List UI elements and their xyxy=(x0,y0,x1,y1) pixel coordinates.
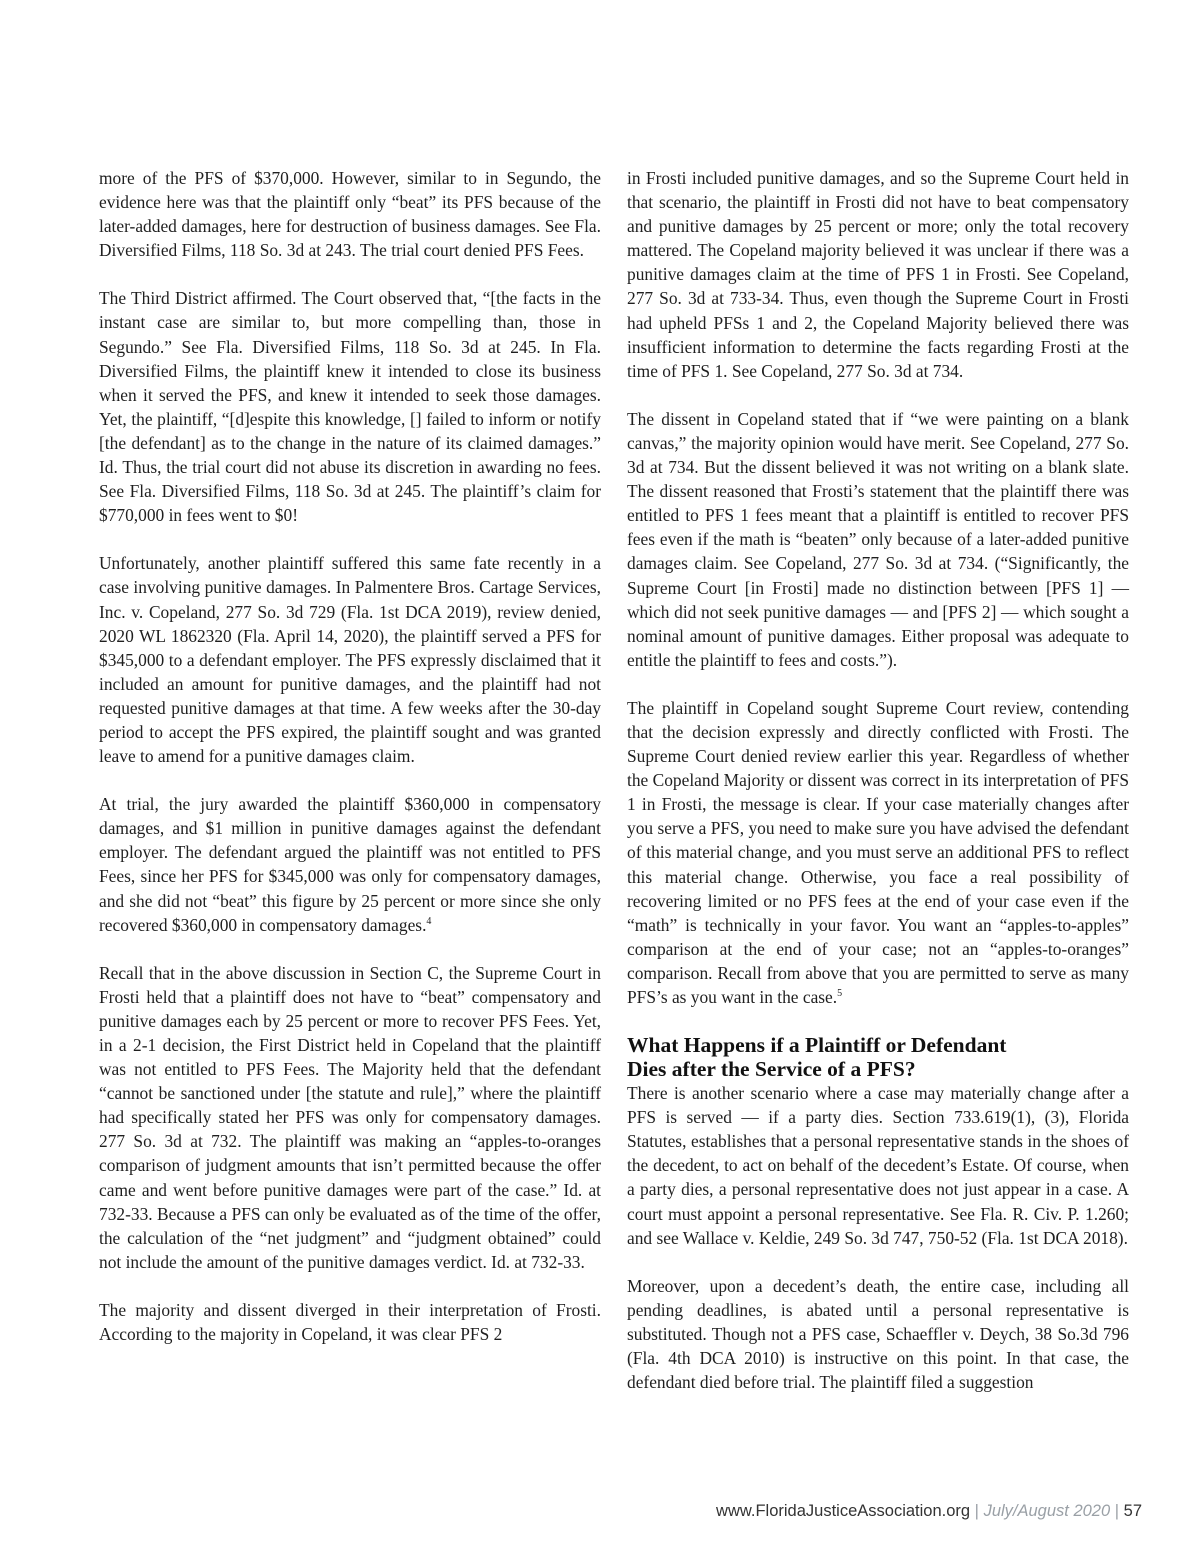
page-number: 57 xyxy=(1123,1502,1142,1520)
paragraph: The dissent in Copeland stated that if “we were painting on a blank canvas,” the majority opinion would have merit. See Copeland, 277 So. 3d at 734. But the dissent believed it was not writing on a blank slate. The dissent reasoned that Frosti’s statement that the plaintiff there was entitled to PFS 1 fees meant that a plaintiff is entitled to recover PFS fees even if the math is “beaten” only because of a later-added punitive damages claim. See Copeland, 277 So. 3d at 734. (“Significantly, the Supreme Court [in Frosti] made no distinction between [PFS 1] — which did not seek punitive damages — and [PFS 2] — which sought a nominal amount of punitive damages. Either proposal was adequate to entitle the plaintiff to fees and costs.”). xyxy=(627,408,1129,670)
paragraph: Recall that in the above discussion in Section C, the Supreme Court in Frosti held that a plaintiff does not have to “beat” compensatory and punitive damages each by 25 percent or more to recover PFS Fees. Yet, in a 2-1 decision, the First District held in Copeland that the plaintiff was not entitled to PFS Fees. The Majority held that the defendant “cannot be sanctioned under [the statute and rule],” where the plaintiff had specifically stated her PFS was only for compensatory damages. 277 So. 3d at 732. The plaintiff was making an “apples-to-oranges comparison of judgment amounts that isn’t permitted because the offer came and went before punitive damages were part of the case.” Id. at 732-33. Because a PFS can only be evaluated as of the time of the offer, the calculation of the “net judgment” and “judgment obtained” could not include the amount of the punitive damages verdict. Id. at 732-33. xyxy=(99,962,601,1272)
paragraph: The majority and dissent diverged in their interpretation of Frosti. According to the majority in Copeland, it was clear PFS 2 xyxy=(99,1299,601,1345)
paragraph-text: At trial, the jury awarded the plaintiff $360,000 in compensatory damages, and $1 million in punitive damages against the defendant employer. The defendant argued the plaintiff was not entitled to PFS Fees, since her PFS for $345,000 was only for compensatory damages, and she did not “beat” this figure by 25 percent or more since she only recovered $360,000 in compensatory damages. xyxy=(99,794,601,935)
footer-separator: | xyxy=(1114,1502,1120,1520)
left-column xyxy=(99,166,601,1346)
footer-separator: | xyxy=(974,1502,979,1520)
paragraph: in Frosti included punitive damages, and so the Supreme Court held in that scenario, the plaintiff in Frosti did not have to beat compensatory and punitive damages by 25 percent or more; only the total recovery mattered. The Copeland majority believed it was unclear if there was a punitive damages claim at the time of PFS 1 in Frosti. See Copeland, 277 So. 3d at 733-34. Thus, even though the Supreme Court in Frosti had upheld PFSs 1 and 2, the Copeland Majority believed there was insufficient information to determine the facts regarding Frosti at the time of PFS 1. See Copeland, 277 So. 3d at 734. xyxy=(627,168,1129,381)
footnote-ref-5: 5 xyxy=(837,988,843,1000)
paragraph: more of the PFS of $370,000. However, similar to in Segundo, the evidence here was that the plaintiff only “beat” its PFS because of the later-added damages, here for destruction of business damages. See Fla. Diversified Films, 118 So. 3d at 243. The trial court denied PFS Fees. xyxy=(99,168,601,261)
footnote-ref-4: 4 xyxy=(426,915,432,927)
paragraph xyxy=(627,696,1129,1009)
paragraph-text: The plaintiff in Copeland sought Supreme Court review, contending that the decision expressly and directly conflicted with Frosti. The Supreme Court denied review earlier this year. Regardless of whether the Copeland Majority or dissent was correct in its interpretation of PFS 1 in Frosti, the message is clear. If your case materially changes after you serve a PFS, you need to make sure you have advised the defendant of this material change, and you must serve an additional PFS to reflect this material change. Otherwise, you face a real possibility of recovering limited or no PFS fees at the end of your case even if the “math” is technically in your favor. You want an “apples-to-apples” comparison at the end of your case; not an “apples-to-oranges” comparison. Recall from above that you are permitted to serve as many PFS’s as you want in the case. xyxy=(627,697,1129,1007)
footer-issue-date: July/August 2020 xyxy=(983,1502,1111,1520)
section-heading xyxy=(627,1033,1129,1081)
paragraph: Moreover, upon a decedent’s death, the entire case, including all pending deadlines, is abated until a personal representative is substituted. Though not a PFS case, Schaeffler v. Deych, 38 So.3d 796 (Fla. 4th DCA 2010) is instructive on this point. In that case, the defendant died before trial. The plaintiff filed a suggestion xyxy=(627,1275,1129,1393)
section-heading-line-2: Dies after the Service of a PFS? xyxy=(627,1057,916,1082)
page-footer xyxy=(716,1502,1142,1521)
right-column xyxy=(627,166,1129,1394)
footer-website-link[interactable]: www.FloridaJusticeAssociation.org xyxy=(716,1502,971,1520)
paragraph: There is another scenario where a case may materially change after a PFS is served — if a party dies. Section 733.619(1), (3), Florida Statutes, establishes that a personal representative stands in the shoes of the decedent, to act on behalf of the decedent’s Estate. Of course, when a party dies, a personal representative does not just appear in a case. A court must appoint a personal representative. See Fla. R. Civ. P. 1.260; and see Wallace v. Keldie, 249 So. 3d 747, 750-52 (Fla. 1st DCA 2018). xyxy=(627,1083,1129,1248)
section-heading-line-1: What Happens if a Plaintiff or Defendant xyxy=(627,1033,1007,1058)
paragraph: Unfortunately, another plaintiff suffered this same fate recently in a case involving punitive damages. In Palmentere Bros. Cartage Services, Inc. v. Copeland, 277 So. 3d 729 (Fla. 1st DCA 2019), review denied, 2020 WL 1862320 (Fla. April 14, 2020), the plaintiff served a PFS for $345,000 to a defendant employer. The PFS expressly disclaimed that it included an amount for punitive damages, and the plaintiff had not requested punitive damages at that time. A few weeks after the 30-day period to accept the PFS expired, the plaintiff sought and was granted leave to amend for a punitive damages claim. xyxy=(99,553,601,767)
paragraph: The Third District affirmed. The Court observed that, “[the facts in the instant case are similar to, but more compelling than, those in Segundo.” See Fla. Diversified Films, 118 So. 3d at 245. In Fla. Diversified Films, the plaintiff knew it intended to close its business when it served the PFS, and knew it intended to seek those damages. Yet, the plaintiff, “[d]espite this knowledge, [] failed to inform or notify [the defendant] as to the change in the nature of its claimed damages.” Id. Thus, the trial court did not abuse its discretion in awarding no fees. See Fla. Diversified Films, 118 So. 3d at 245. The plaintiff’s claim for $770,000 in fees went to $0! xyxy=(99,288,601,526)
paragraph xyxy=(99,792,601,937)
